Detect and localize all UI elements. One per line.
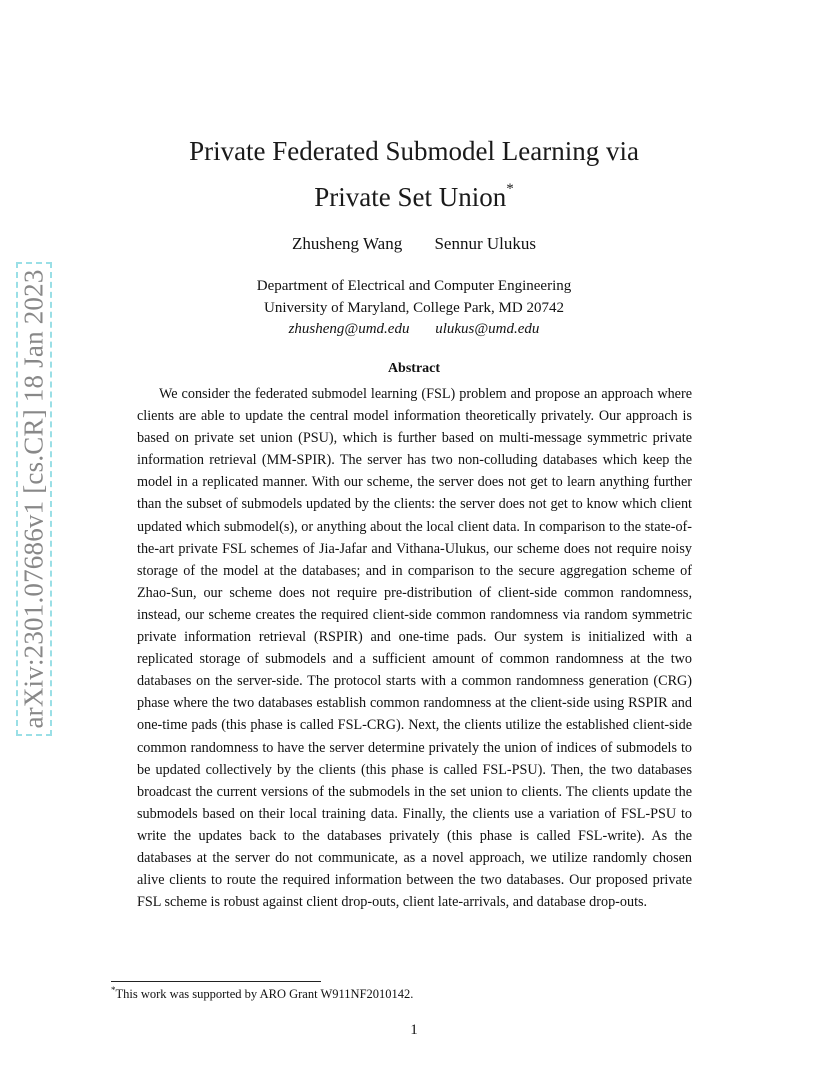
title-line-1: Private Federated Submodel Learning via: [189, 136, 639, 166]
email-list: [0, 321, 828, 338]
affiliation: [0, 275, 828, 319]
author-email: zhusheng@umd.edu: [288, 321, 410, 337]
affiliation-line-2: University of Maryland, College Park, MD 20742: [264, 300, 564, 316]
abstract-heading: Abstract: [387, 361, 441, 376]
author-list: [0, 234, 828, 254]
author-email: ulukus@umd.edu: [435, 321, 540, 337]
footnote-divider: [111, 981, 321, 982]
title-footnote-mark: *: [506, 181, 514, 197]
title-line-2: [120, 170, 708, 216]
title-line-2-text: Private Set Union: [314, 182, 507, 212]
arxiv-identifier: arXiv:2301.07686v1 [cs.CR] 18 Jan 2023: [18, 269, 49, 729]
footnote-text: This work was supported by ARO Grant W911NF2010142.: [115, 987, 414, 1002]
paper-title: [120, 132, 708, 216]
abstract-body: We consider the federated submodel learning (FSL) problem and propose an approach where clients are able to update the central model information theoretically privately. Our approach is based on private set union (PSU), which is further based on multi-message symmetric private information retrieval (MM-SPIR). The server has two non-colluding databases which keep the model in a replicated manner. With our scheme, the server does not get to learn anything further than the subset of submodels updated by the clients: the server does not get to know which client updated which submodel(s), or anything about the local client data. In comparison to the state-of-the-art private FSL schemes of Jia-Jafar and Vithana-Ulukus, our scheme does not require noisy storage of the model at the databases; and in comparison to the secure aggregation scheme of Zhao-Sun, our scheme does not require pre-distribution of client-side common randomness, instead, our scheme creates the required client-side common randomness via random symmetric private information retrieval (RSPIR) and one-time pads. Our system is initialized with a replicated storage of submodels and a sufficient amount of common randomness at the two databases on the server-side. The protocol starts with a common randomness generation (CRG) phase where the two databases establish common randomness at the client-side using RSPIR and one-time pads (this phase is called FSL-CRG). Next, the clients utilize the established client-side common randomness to have the server determine privately the union of indices of submodels to be updated collectively by the clients (this phase is called FSL-PSU). Then, the two databases broadcast the current versions of the submodels in the set union to clients. The clients update the submodels based on their local training data. Finally, the clients use a variation of FSL-PSU to write the updates back to the databases privately (this phase is called FSL-write). As the databases at the server do not communicate, as a novel approach, we utilize randomly chosen alive clients to route the required information between the two databases. Our proposed private FSL scheme is robust against client drop-outs, client late-arrivals, and database drop-outs.: [137, 386, 692, 911]
affiliation-line-1: Department of Electrical and Computer Engineering: [256, 278, 572, 294]
author-name: Sennur Ulukus: [434, 234, 536, 253]
author-name: Zhusheng Wang: [292, 234, 403, 253]
footnote-mark: *: [111, 985, 116, 995]
footnote: [111, 985, 413, 1002]
page-number: 1: [410, 1022, 418, 1038]
